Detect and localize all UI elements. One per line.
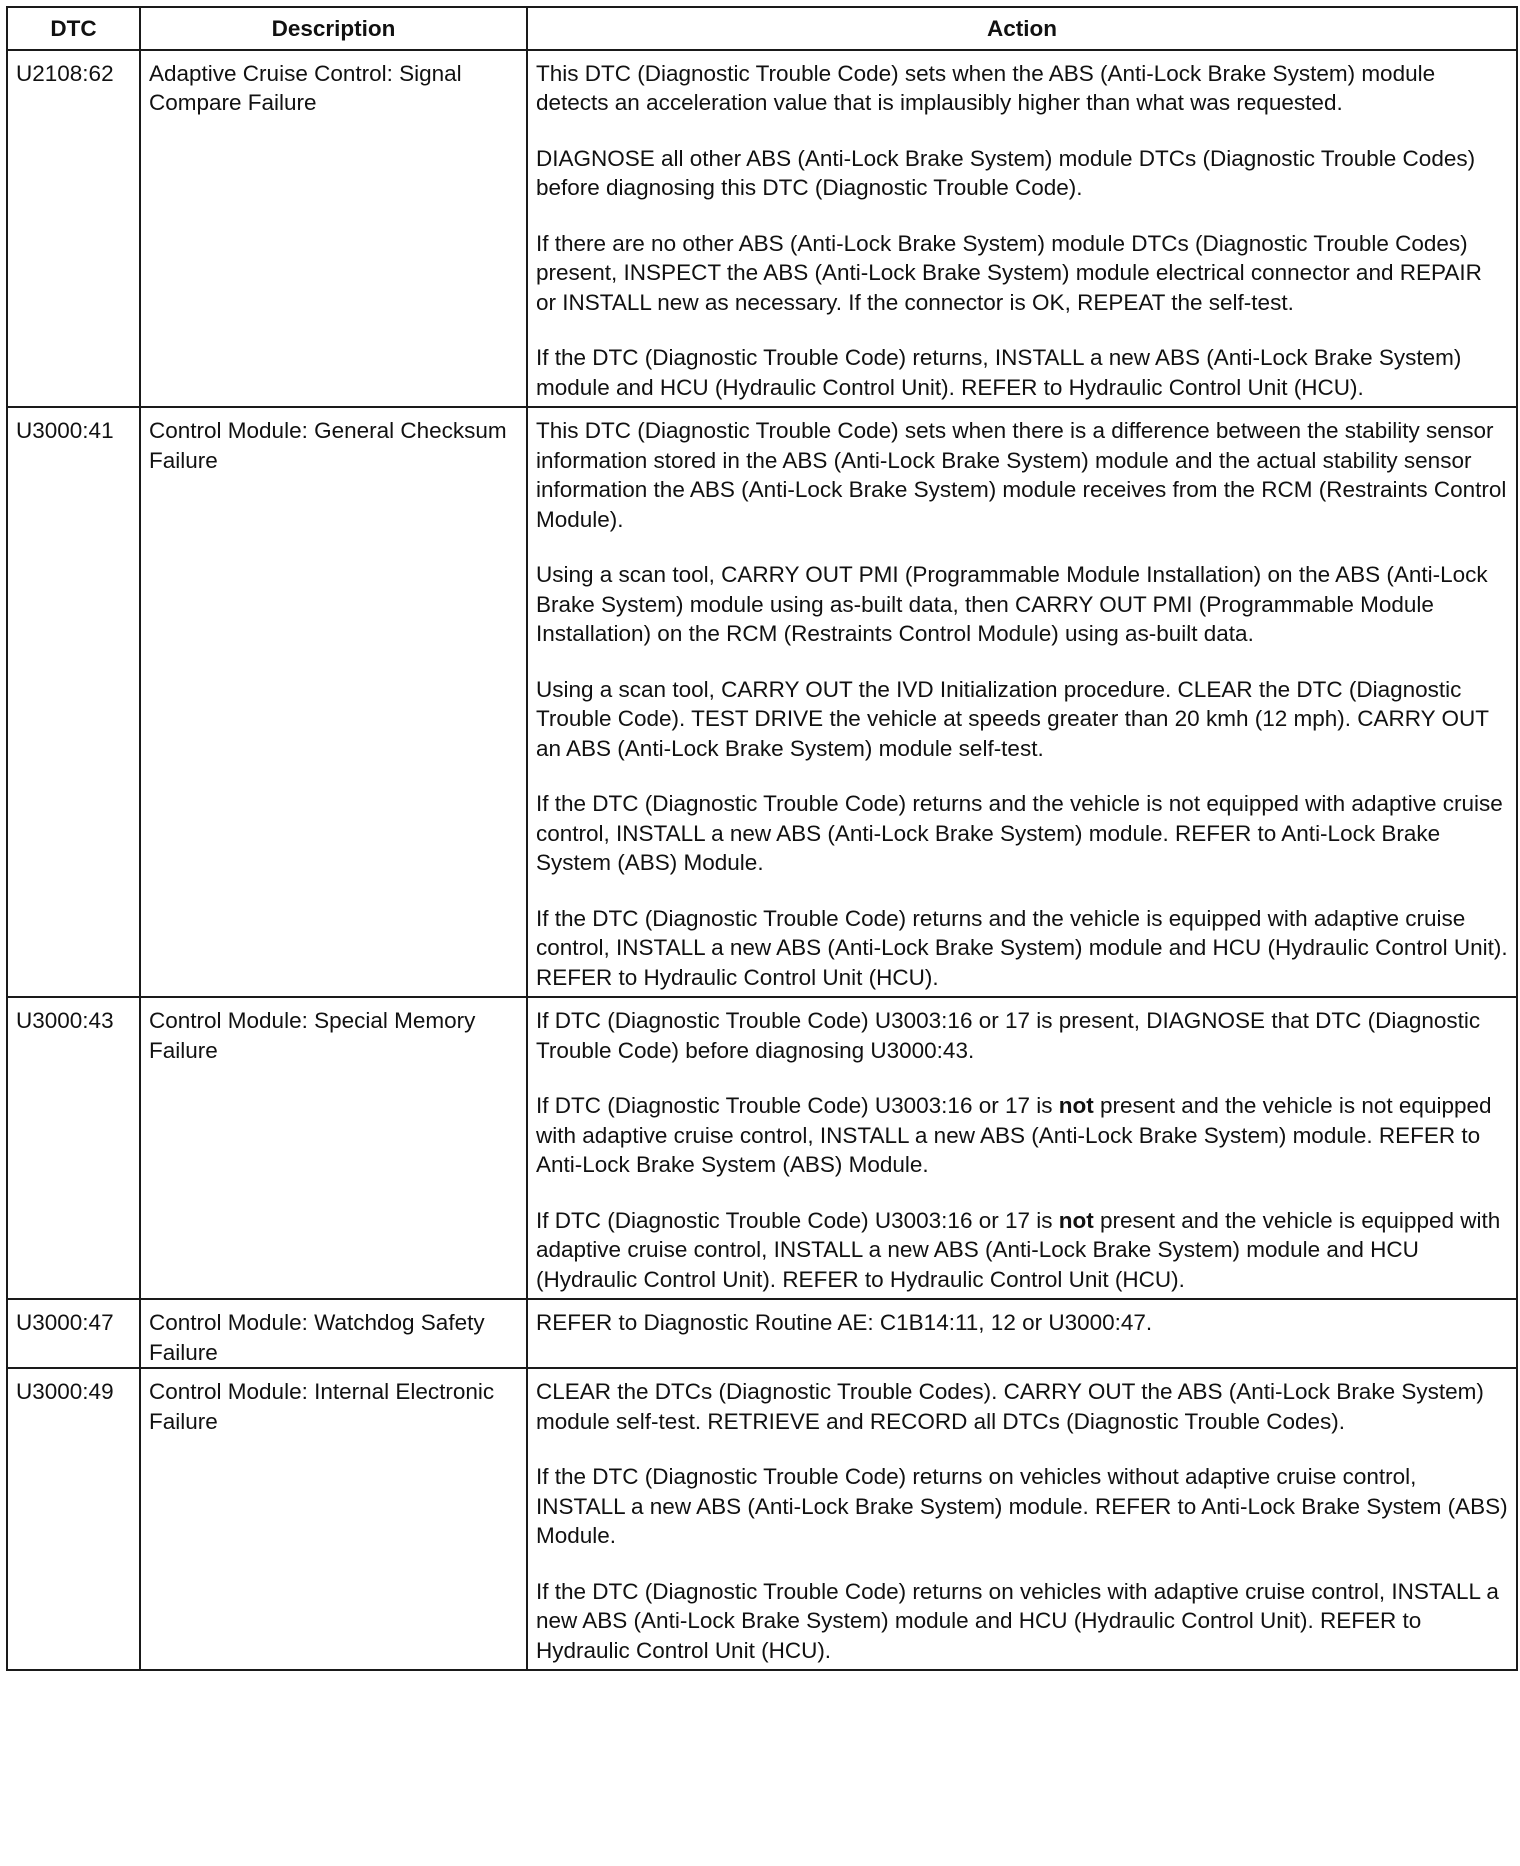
action-text: Using a scan tool, CARRY OUT PMI (Programmable Module Installation) on the ABS (Anti-Lock Brake System) module using as-built data, then CARRY OUT PMI (Programmable Module Installation) on the RCM (Restraints Control Module) using as-built data. xyxy=(536,562,1494,646)
table-body xyxy=(7,50,1517,1671)
table-row xyxy=(7,1299,1517,1368)
action-paragraph xyxy=(536,59,1508,118)
action-text: present and the vehicle is not equipped with adaptive cruise control, INSTALL a new ABS (Anti-Lock Brake System) module. REFER to Anti-Lock Brake System (ABS) Module. xyxy=(536,1093,1498,1177)
action-paragraph xyxy=(536,229,1508,318)
dtc-table xyxy=(6,6,1518,1671)
description-cell: Adaptive Cruise Control: Signal Compare Failure xyxy=(140,50,527,408)
header-action: Action xyxy=(527,7,1517,50)
header-description: Description xyxy=(140,7,527,50)
action-emphasis: not xyxy=(1058,1207,1094,1233)
action-text: If the DTC (Diagnostic Trouble Code) returns on vehicles without adaptive cruise control, INSTALL a new ABS (Anti-Lock Brake System) module. REFER to Anti-Lock Brake System (ABS) Module. xyxy=(536,1464,1514,1548)
action-cell xyxy=(527,407,1517,997)
header-dtc: DTC xyxy=(7,7,140,50)
description-cell: Control Module: Watchdog Safety Failure xyxy=(140,1299,527,1368)
description-cell: Control Module: Internal Electronic Failure xyxy=(140,1368,527,1670)
action-text: If the DTC (Diagnostic Trouble Code) returns, INSTALL a new ABS (Anti-Lock Brake System) module and HCU (Hydraulic Control Unit). REFER to Hydraulic Control Unit (HCU). xyxy=(536,345,1468,400)
action-text: If the DTC (Diagnostic Trouble Code) returns on vehicles with adaptive cruise control, INSTALL a new ABS (Anti-Lock Brake System) module and HCU (Hydraulic Control Unit). REFER to Hydraulic Control Unit (HCU). xyxy=(536,1578,1506,1663)
action-text: CLEAR the DTCs (Diagnostic Trouble Codes). CARRY OUT the ABS (Anti-Lock Brake System) module self-test. RETRIEVE and RECORD all DTCs (Diagnostic Trouble Codes). xyxy=(536,1379,1491,1434)
dtc-code-cell: U3000:41 xyxy=(7,407,140,997)
table-row xyxy=(7,50,1517,408)
action-text: DIAGNOSE all other ABS (Anti-Lock Brake System) module DTCs (Diagnostic Trouble Codes) before diagnosing this DTC (Diagnostic Trouble Code). xyxy=(536,145,1482,200)
action-text: If DTC (Diagnostic Trouble Code) U3003:16 or 17 is xyxy=(536,1207,1059,1233)
action-paragraph xyxy=(536,1577,1508,1666)
action-emphasis: not xyxy=(1058,1093,1094,1118)
action-paragraph xyxy=(536,144,1508,203)
action-cell xyxy=(527,1368,1517,1670)
action-text: This DTC (Diagnostic Trouble Code) sets when there is a difference between the stability sensor information stored in the ABS (Anti-Lock Brake System) module and the actual stability sensor information the ABS (Anti-Lock Brake System) module receives from the RCM (Restraints Control Module). xyxy=(536,418,1513,532)
action-text: If DTC (Diagnostic Trouble Code) U3003:16 or 17 is present, DIAGNOSE that DTC (Diagnostic Trouble Code) before diagnosing U3000:43. xyxy=(536,1008,1486,1063)
action-text: If DTC (Diagnostic Trouble Code) U3003:16 or 17 is xyxy=(536,1093,1059,1118)
action-text: REFER to Diagnostic Routine AE: C1B14:11, 12 or U3000:47. xyxy=(536,1310,1153,1335)
dtc-code-cell: U2108:62 xyxy=(7,50,140,408)
table-row xyxy=(7,407,1517,997)
action-cell xyxy=(527,50,1517,408)
dtc-code-cell: U3000:49 xyxy=(7,1368,140,1670)
action-cell xyxy=(527,997,1517,1299)
action-paragraph xyxy=(536,1006,1508,1065)
action-text: If the DTC (Diagnostic Trouble Code) returns and the vehicle is equipped with adaptive cruise control, INSTALL a new ABS (Anti-Lock Brake System) module and HCU (Hydraulic Control Unit). REFER to Hydraulic Control Unit (HCU). xyxy=(536,905,1514,990)
action-paragraph xyxy=(536,675,1508,764)
description-cell: Control Module: Special Memory Failure xyxy=(140,997,527,1299)
dtc-code-cell: U3000:47 xyxy=(7,1299,140,1368)
action-paragraph xyxy=(536,1462,1514,1551)
table-header xyxy=(7,7,1517,50)
action-cell xyxy=(527,1299,1517,1368)
action-text: present and the vehicle is equipped with adaptive cruise control, INSTALL a new ABS (Anti-Lock Brake System) module and HCU (Hydraulic Control Unit). REFER to Hydraulic Control Unit (HCU). xyxy=(536,1207,1507,1292)
action-paragraph xyxy=(536,343,1508,402)
header-row xyxy=(7,7,1517,50)
action-text: If there are no other ABS (Anti-Lock Brake System) module DTCs (Diagnostic Trouble Codes) present, INSPECT the ABS (Anti-Lock Brake System) module electrical connector and REPAIR or INSTALL new as necessary. If the connector is OK, REPEAT the self-test. xyxy=(536,230,1489,315)
table-row xyxy=(7,1368,1517,1670)
description-cell: Control Module: General Checksum Failure xyxy=(140,407,527,997)
action-paragraph xyxy=(536,789,1508,878)
action-text: If the DTC (Diagnostic Trouble Code) returns and the vehicle is not equipped with adaptive cruise control, INSTALL a new ABS (Anti-Lock Brake System) module. REFER to Anti-Lock Brake System (ABS) Module. xyxy=(536,791,1510,875)
action-paragraph xyxy=(536,904,1514,993)
action-text: Using a scan tool, CARRY OUT the IVD Initialization procedure. CLEAR the DTC (Diagnostic Trouble Code). TEST DRIVE the vehicle at speeds greater than 20 kmh (12 mph). CARRY OUT an ABS (Anti-Lock Brake System) module self-test. xyxy=(536,676,1495,761)
action-text: This DTC (Diagnostic Trouble Code) sets when the ABS (Anti-Lock Brake System) module detects an acceleration value that is implausibly higher than what was requested. xyxy=(536,60,1442,115)
action-paragraph xyxy=(536,416,1513,534)
action-paragraph xyxy=(536,1091,1508,1180)
dtc-code-cell: U3000:43 xyxy=(7,997,140,1299)
action-paragraph xyxy=(536,1206,1508,1295)
table-row xyxy=(7,997,1517,1299)
action-paragraph xyxy=(536,1377,1508,1436)
action-paragraph xyxy=(536,560,1508,649)
action-paragraph xyxy=(536,1308,1508,1338)
